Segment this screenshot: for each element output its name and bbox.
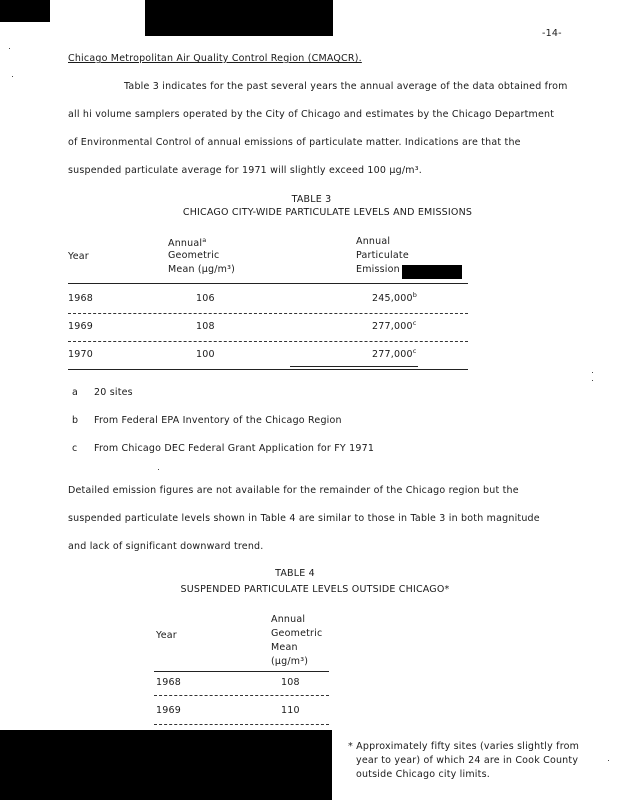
table3-emission-underline [290,366,418,367]
table3-col-emission-line-1: Annual [356,236,391,247]
table3-row-year: 1968 [68,293,93,304]
table4-row-mean: 108 [281,677,300,688]
middle-line-1: Detailed emission figures are not available for the remainder of the Chicago region but the [68,485,519,496]
intro-line-3: of Environmental Control of annual emissions of particulate matter. Indications are that the [68,137,521,148]
table3-row-divider [68,313,468,314]
table4-row-mean: 110 [281,705,300,716]
middle-line-3: and lack of significant downward trend. [68,541,264,552]
footnote-text: From Federal EPA Inventory of the Chicago Region [94,415,342,426]
table3-footnote-mark: a [202,236,207,244]
bottom-footnote-line-1: * Approximately fifty sites (varies slightly from [348,741,580,752]
table4-row-year: 1969 [156,705,181,716]
table4-header-rule [154,671,329,672]
table3-row-emission: 277,000$^c$ [372,319,417,333]
table4-col-mean-line-2: Geometric [271,628,323,639]
intro-line-2: all hi volume samplers operated by the City of Chicago and estimates by the Chicago Department [68,109,555,120]
table4-col-mean-line-1: Annual [271,614,306,625]
table3-row-mean: 108 [196,321,215,332]
table3-row-year: 1969 [68,321,93,332]
table3-row-emission: 277,000$^c$ [372,347,417,361]
redaction-emission-units [402,265,462,279]
table4-col-year: Year [156,630,177,641]
table3-label: TABLE 3 [291,194,332,205]
footnote-text: From Chicago DEC Federal Grant Application for FY 1971 [94,443,375,454]
scan-speck [608,760,609,761]
table3-header-rule [68,283,468,284]
footnote-mark: b [72,415,79,426]
table3-col-emission-line-2: Particulate [356,250,409,261]
scan-speck [9,48,10,49]
middle-line-2: suspended particulate levels shown in Table 4 are similar to those in Table 3 in both magnitude [68,513,540,524]
footnote-mark: a [72,387,79,398]
footnote-mark: c [72,443,78,454]
scan-speck [12,76,13,77]
table4-label: TABLE 4 [275,568,315,579]
table3-title: CHICAGO CITY-WIDE PARTICULATE LEVELS AND EMISSIONS [182,207,473,218]
scan-speck [592,372,593,373]
intro-line-1: Table 3 indicates for the past several years the annual average of the data obtained from [124,81,568,92]
scan-speck [592,380,593,381]
table3-col-mean-line-2: Geometric [168,250,220,261]
table4-col-mean-line-4: (µg/m³) [271,656,309,667]
table3-row-divider [68,341,468,342]
redaction-bottom-left [0,730,332,800]
table4-row-divider [154,695,329,696]
table3-bottom-rule [68,369,468,370]
bottom-footnote-line-2: year to year) of which 24 are in Cook County [356,755,579,766]
table4-row-divider [154,724,329,725]
table3-row-year: 1970 [68,349,93,360]
footnote-text: 20 sites [94,387,133,398]
bottom-footnote-line-3: outside Chicago city limits. [356,769,490,780]
table4-title: SUSPENDED PARTICULATE LEVELS OUTSIDE CHICAGO* [180,584,450,595]
table3-col-mean-line-1: Annual$^a$ [168,236,207,250]
table3-row-emission: 245,000$^b$ [372,291,418,305]
table3-row-mean: 100 [196,349,215,360]
table4-col-mean-line-3: Mean [271,642,298,653]
table4-row-year: 1968 [156,677,181,688]
redaction-top-left [0,0,50,22]
table3-col-year: Year [68,251,89,262]
page-number: -14- [542,28,562,39]
scan-speck [158,469,159,470]
table3-col-mean-line-3: Mean (µg/m³) [168,264,236,275]
table3-row-mean: 106 [196,293,215,304]
intro-line-4: suspended particulate average for 1971 will slightly exceed 100 µg/m³. [68,165,422,176]
table3-col-emission-line-3: Emission [356,264,400,275]
redaction-top-center [145,0,333,36]
section-heading: Chicago Metropolitan Air Quality Control Region (CMAQCR). [68,53,362,64]
